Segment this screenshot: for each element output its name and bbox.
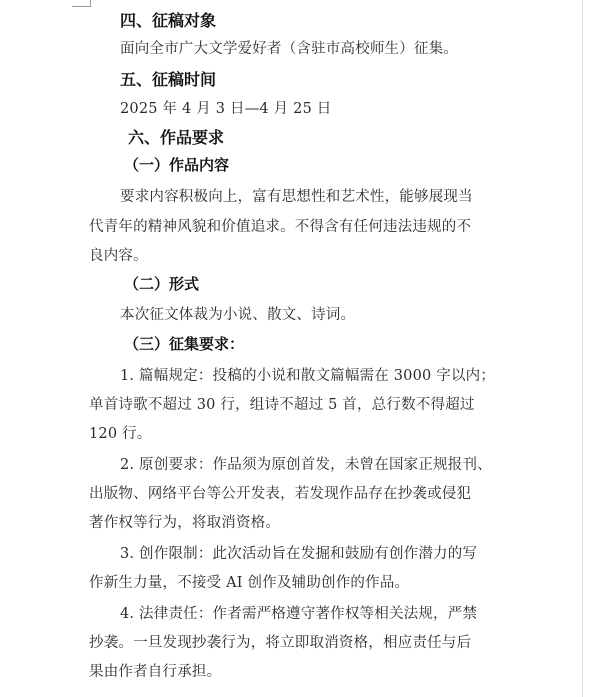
requirement-line: 2. 原创要求：作品须为原创首发，未曾在国家正规报刊、 <box>120 457 492 473</box>
requirement-line: 作新生力量，不接受 AI 创作及辅助创作的作品。 <box>89 575 410 591</box>
subheading-content: （一）作品内容 <box>124 156 230 174</box>
content-line: 代青年的精神风貌和价值追求。不得含有任何违法违规的不 <box>89 219 472 235</box>
requirement-line: 果由作者自行承担。 <box>89 664 222 680</box>
form-line: 本次征文体裁为小说、散文、诗词。 <box>120 307 356 323</box>
page-corner-mark <box>72 0 91 7</box>
subheading-form: （二）形式 <box>124 275 200 293</box>
requirement-line: 4. 法律责任：作者需严格遵守著作权等相关法规，严禁 <box>120 606 478 622</box>
requirement-line: 1. 篇幅规定：投稿的小说和散文篇幅需在 3000 字以内； <box>120 368 496 384</box>
requirement-line: 抄袭。一旦发现抄袭行为，将立即取消资格，相应责任与后 <box>89 635 472 651</box>
section-four-body: 面向全市广大文学爱好者（含驻市高校师生）征集。 <box>120 41 459 57</box>
requirement-line: 单首诗歌不超过 30 行，组诗不超过 5 首，总行数不得超过 <box>89 397 475 413</box>
section-five-body: 2025 年 4 月 3 日—4 月 25 日 <box>120 101 332 117</box>
section-heading-six: 六、作品要求 <box>128 128 225 147</box>
section-heading-four: 四、征稿对象 <box>120 11 217 30</box>
requirement-line: 120 行。 <box>89 426 152 442</box>
subheading-collect: （三）征集要求： <box>124 335 245 353</box>
content-line: 要求内容积极向上，富有思想性和艺术性，能够展现当 <box>120 189 473 205</box>
content-line: 良内容。 <box>89 248 148 264</box>
page-edge-rule <box>582 0 583 697</box>
requirement-line: 著作权等行为，将取消资格。 <box>89 515 281 531</box>
requirement-line: 3. 创作限制：此次活动旨在发掘和鼓励有创作潜力的写 <box>120 546 478 562</box>
requirement-line: 出版物、网络平台等公开发表，若发现作品存在抄袭或侵犯 <box>89 486 472 502</box>
section-heading-five: 五、征稿时间 <box>120 70 217 89</box>
